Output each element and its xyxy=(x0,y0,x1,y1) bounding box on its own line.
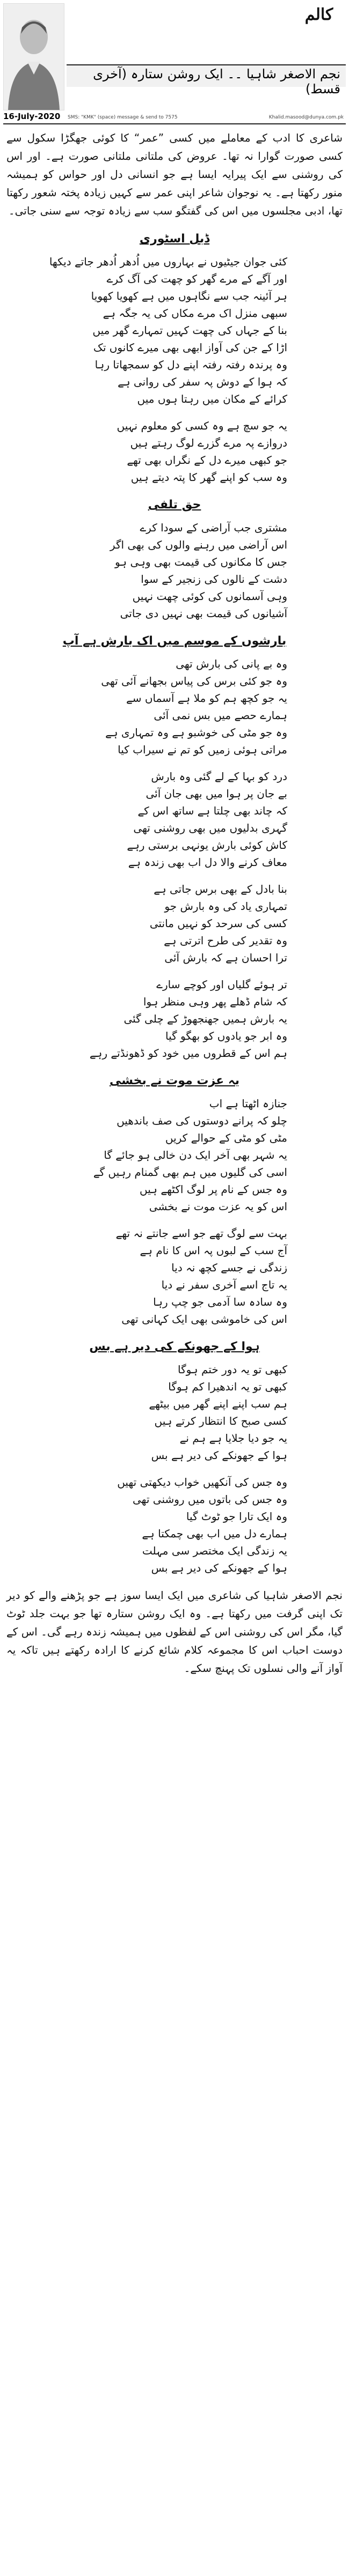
poem-line: بہت سے لوگ تھے جو اسے جانتے نہ تھے xyxy=(115,1227,287,1240)
poem-line: یہ جو کچھ ہم کو ملا ہے آسماں سے xyxy=(126,692,287,705)
poem-line: گہری بدلیوں میں بھی روشنی تھی xyxy=(133,821,287,834)
poem-line: ہمارے دل میں اب بھی چمکتا ہے xyxy=(142,1527,287,1540)
poem-line: ترا احسان ہے کہ بارش آئی xyxy=(164,951,287,964)
poem-title: بارشوں کے موسم میں اک بارش ہے آپ xyxy=(62,634,287,648)
poem-line: وہ سادہ سا آدمی جو چپ رہا xyxy=(153,1296,287,1308)
poem-line: وہ بے پانی کی بارش تھی xyxy=(176,657,287,670)
poem-line: دشت کے نالوں کی زنجیر کے سوا xyxy=(141,573,287,586)
poem-line: یہ زندگی ایک مختصر سی مہلت xyxy=(142,1544,287,1557)
poem-line: مٹی کو مٹی کے حوالے کریں xyxy=(165,1131,287,1144)
poem-line: وہ پرندہ رفتہ رفتہ اپنے دل کو سمجھاتا رہا xyxy=(94,358,287,371)
poem xyxy=(49,230,287,486)
poem-line: تمہاری یاد کی وہ بارش جو xyxy=(164,900,287,913)
poem-line: یہ تاج اسے آخری سفر نے دیا xyxy=(161,1278,287,1291)
poem-line: بنا بادل کے بھی برس جاتی ہے xyxy=(154,883,287,895)
sms-info: SMS: "KMK" (space) message & send to 7575 xyxy=(68,115,178,120)
poem-line: سبھی منزل اک مرے مکاں کی یہ جگہ ہے xyxy=(103,307,287,320)
poem-line: بے جان پر ہوا میں بھی جان آئی xyxy=(146,787,287,800)
title-bar xyxy=(67,64,346,97)
poem-title: ہوا کے جھونکے کی دیر ہے بس xyxy=(89,1340,260,1353)
poem-line: وہ سب کو اپنے گھر کا پتہ دیتے ہیں xyxy=(130,471,287,484)
poem-stanza xyxy=(62,880,287,966)
poem-line: مراتی ہوئی زمیں کو تم نے سیراب کیا xyxy=(118,743,287,756)
poem-line: اس کو یہ عزت موت نے بخشی xyxy=(149,1200,287,1213)
poem-line: ہم اس کے قطروں میں خود کو ڈھونڈتے رہے xyxy=(89,1047,287,1060)
poem-line: کرائے کے مکان میں رہتا ہوں میں xyxy=(137,393,287,405)
poem-line: وہ ایک تارا جو ٹوٹ گیا xyxy=(186,1510,287,1523)
poem-line: وہ جس کی آنکھیں خواب دیکھتی تھیں xyxy=(117,1476,287,1489)
poem-line: جس کا مکانوں کی قیمت بھی وہی ہو xyxy=(115,556,287,568)
poem xyxy=(62,1071,287,1328)
header-divider xyxy=(3,123,346,124)
outro-paragraph: نجم الاصغر شاہیا کی شاعری میں ایک ایسا سوز ہے جو پڑھنے والے کو دیر تک اپنی گرفت میں رکھتا ہے۔ وہ ایک روشن ستارہ تھا جو بہت جلد ٹوٹ گیا، مگر اس کی روشنی اس کے لفظوں میں ہمیشہ زندہ رہے گی۔ اس کے دوست احباب اس کا مجموعہ کلام شائع کرنے کا ارادہ رکھتے ہیں تاکہ یہ آواز آنے والی نسلوں تک پہنچ سکے۔ xyxy=(6,1589,343,1675)
poem-line: کبھی تو یہ اندھیرا کم ہوگا xyxy=(168,1380,287,1393)
column-body xyxy=(0,129,349,1687)
poems-section xyxy=(0,230,349,1576)
poem-stanza xyxy=(62,1225,287,1328)
poem-line: آج سب کے لبوں پہ اس کا نام ہے xyxy=(140,1244,287,1257)
poem-line: کاش کوئی بارش یونہی برستی رہے xyxy=(127,839,287,852)
poem-stanza xyxy=(62,1361,287,1464)
poem-stanza xyxy=(62,519,287,622)
poem-line: معاف کرنے والا دل اب بھی زندہ ہے xyxy=(128,856,287,869)
poem-line: وہ ابر جو یادوں کو بھگو گیا xyxy=(165,1030,287,1042)
poem-line: جنازہ اٹھتا ہے اب xyxy=(209,1097,287,1110)
poem-line: ہر آئینہ جب سے نگاہوں میں ہے کھویا کھویا xyxy=(91,290,287,302)
poem-title: ڈبل اسٹوری xyxy=(139,232,210,246)
author-portrait xyxy=(3,3,64,110)
column-header xyxy=(0,0,349,124)
poem xyxy=(62,1337,287,1576)
poem-line: ہوا کے جھونکے کی دیر ہے بس xyxy=(151,1449,287,1462)
poem xyxy=(62,495,287,622)
poem-stanza xyxy=(49,253,287,408)
poem-stanza xyxy=(62,976,287,1062)
author-email[interactable]: Khalid.masood@dunya.com.pk xyxy=(268,115,344,120)
column-title: نجم الاصغر شاہیا ۔۔ ایک روشن ستارہ (آخری قسط) xyxy=(93,66,340,97)
poem-line: وہ تقدیر کی طرح اترتی ہے xyxy=(164,934,287,947)
poem-line: چلو کہ پرانے دوستوں کی صف باندھیں xyxy=(117,1114,287,1127)
poem-line: وہ جس کی باتوں میں روشنی تھی xyxy=(132,1493,287,1506)
poem-line: اسی کی گلیوں میں ہم بھی گمنام رہیں گے xyxy=(93,1166,287,1179)
poem-stanza xyxy=(62,1095,287,1215)
column-logo xyxy=(294,3,344,29)
poem-line: اڑا کے جن کی آواز ابھی بھی میرے کانوں تک xyxy=(93,341,287,354)
poem-stanza xyxy=(62,655,287,758)
intro-paragraph: شاعری کا ادب کے معاملے میں کسی ”عمر“ کا کوئی جھگڑا سکول سے کسی صورت گوارا نہ تھا۔ عروض کی ملتانی ملتانی صورت ہے۔ اور اس کی روشنی سے ایک پیرایہ ایسا ہے جو انسانی دل اور حواس کو ہمیشہ منور رکھتا ہے۔ یہ نوجوان شاعر اپنی عمر سے کہیں زیادہ پختہ شعور رکھتا تھا، ادبی مجلسوں میں اس کی گفتگو سب سے زیادہ توجہ سے سنی جاتی۔ xyxy=(6,131,343,217)
poem-line: وہ جو مٹی کی خوشبو ہے وہ تمہاری ہے xyxy=(105,726,287,739)
poem-line: کسی کی سرحد کو نہیں مانتی xyxy=(149,917,287,930)
poem-stanza xyxy=(62,417,287,486)
poem-line: بنا کے جہاں کی چھت کہیں تمہارے گھر میں xyxy=(92,324,287,337)
poem-line: یہ بارش ہمیں جھنجھوڑ کے چلی گئی xyxy=(123,1012,287,1025)
poem-stanza xyxy=(62,1474,287,1576)
poem-line: ہم سب اپنے اپنے گھر میں بیٹھے xyxy=(149,1397,287,1410)
poem-line: کہ شام ڈھلے پھر وہی منظر ہوا xyxy=(143,995,287,1008)
publish-date: 16-July-2020 xyxy=(3,112,61,121)
poem-line: مشتری جب آراضی کے سودا کرے xyxy=(140,521,287,534)
poem-title: یہ عزت موت نے بخشی xyxy=(109,1074,240,1087)
poem-line: اس کی خاموشی بھی ایک کہانی تھی xyxy=(121,1313,287,1326)
poem-line: ہوا کے جھونکے کی دیر ہے بس xyxy=(151,1561,287,1574)
poem-line: کسی صبح کا انتظار کرتے ہیں xyxy=(154,1415,287,1427)
poem-line: زندگی نے جسے کچھ نہ دیا xyxy=(171,1261,287,1274)
logo-text: ﮐﺎﻟﻢ xyxy=(304,5,333,24)
poem-line: وہ جس کے نام پر لوگ اکٹھے ہیں xyxy=(140,1183,287,1196)
poem-line: کہ چاند بھی چلتا ہے ساتھ اس کے xyxy=(137,804,287,817)
author-photo-icon xyxy=(4,4,64,110)
poem-line: آشیانوں کی قیمت بھی نہیں دی جاتی xyxy=(120,607,287,620)
poem-line: کہ ہوا کے دوش پہ سفر کی روانی ہے xyxy=(118,375,287,388)
poem-line: جو کبھی میرے دل کے نگراں بھی تھے xyxy=(127,454,287,467)
poem-line: درد کو بہا کے لے گئی وہ بارش xyxy=(151,770,287,783)
poem xyxy=(62,632,287,1062)
poem-line: دروازے پہ مرے گزرے لوگ رہتے ہیں xyxy=(130,436,287,449)
poem-line: ہمارے حصے میں بس نمی آئی xyxy=(154,709,287,722)
poem-title: حق تلفی xyxy=(148,498,201,512)
poem-stanza xyxy=(62,768,287,871)
poem-line: یہ جو سچ ہے وہ کسی کو معلوم نہیں xyxy=(117,419,287,432)
poem-line: وہی آسمانوں کی کوئی چھت نہیں xyxy=(132,590,287,603)
poem-line: یہ شہر بھی آخر ایک دن خالی ہو جائے گا xyxy=(104,1149,287,1161)
poem-line: یہ جو دیا جلایا ہے ہم نے xyxy=(179,1432,287,1445)
poem-line: کبھی تو یہ دور ختم ہوگا xyxy=(177,1363,287,1376)
poem-line: اس آراضی میں رہنے والوں کی بھی اگر xyxy=(110,538,287,551)
poem-line: وہ جو کئی برس کی پیاس بجھانے آئی تھی xyxy=(101,675,287,687)
poem-line: کئی جوان جیٹیوں نے بہاروں میں اُدھر اُدھر جاتے دیکھا xyxy=(49,255,287,268)
poem-line: اور آگے کے مرے گھر کو چھت کی آگ کرے xyxy=(106,272,287,285)
poem-line: تر ہوئے گلیاں اور کوچے سارے xyxy=(156,978,287,991)
